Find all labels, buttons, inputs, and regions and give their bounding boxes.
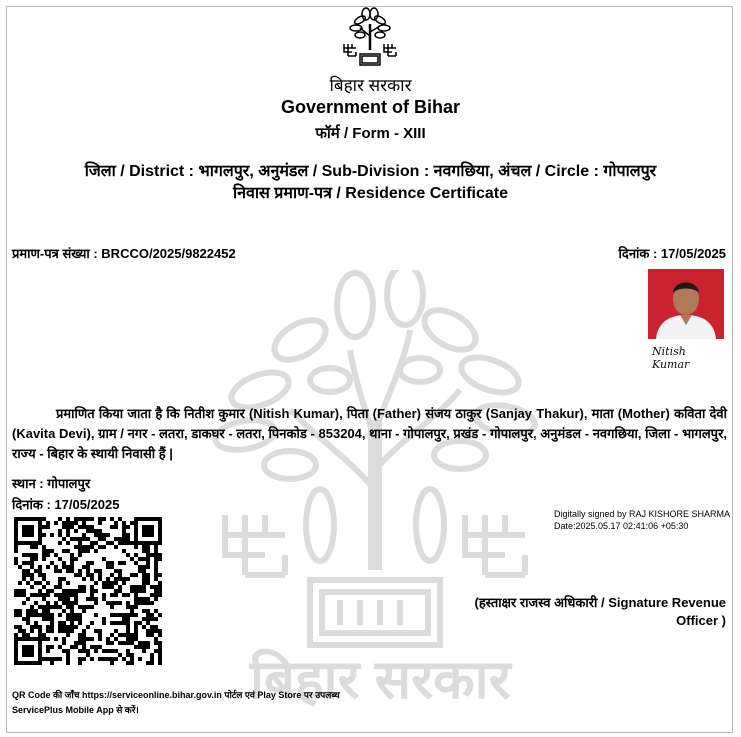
form-number: फॉर्म / Form - XIII [315, 125, 426, 142]
signed-date-line: दिनांक : 17/05/2025 [12, 497, 120, 512]
photo-signature: Nitish Kumar [652, 345, 690, 371]
watermark-text: बिहार सरकार [250, 650, 511, 710]
bihar-emblem-logo [338, 6, 402, 70]
certificate-title: निवास प्रमाण-पत्र / Residence Certificate [232, 185, 509, 202]
location-line: जिला / District : भागलपुर, अनुमंडल / Sub-Division : नवगछिया, अंचल / Circle : गोपालपुर [84, 163, 657, 180]
signature-label: (हस्ताक्षर राजस्व अधिकारी / Signature Revenue [474, 595, 726, 610]
qr-app-note: ServicePlus Mobile App से करें। [12, 705, 139, 715]
govt-english-title: Government of Bihar [280, 97, 461, 117]
digital-signature-signer: Digitally signed by RAJ KISHORE SHARMA [554, 509, 731, 519]
signature-label-officer: Officer ) [676, 613, 726, 628]
place-line: स्थान : गोपालपुर [12, 476, 91, 491]
qr-verification-note: QR Code की जाँच https://serviceonline.bihar.gov.in पोर्टल एवं Play Store पर उपलब्ध [12, 690, 340, 700]
issue-date: दिनांक : 17/05/2025 [618, 246, 726, 261]
govt-hindi-title: बिहार सरकार [329, 76, 412, 95]
certificate-number: प्रमाण-पत्र संख्या : BRCCO/2025/9822452 [12, 246, 236, 261]
certificate-body-text: प्रमाणित किया जाता है कि नितीश कुमार (Nitish Kumar), पिता (Father) संजय ठाकुर (Sanjay Thakur), माता (Mother) कविता देवी (Kavita Devi), ग्राम / नगर - लतरा, डाकघर - लतरा, पिनकोड - 853204, थाना - गोपालपुर, प्रखंड - गोपालपुर, अनुमंडल - नवगछिया, जिला - भागलपुर, राज्य - बिहार के स्थायी निवासी हैं | [12, 406, 727, 461]
digital-signature-date: Date:2025.05.17 02:41:06 +05:30 [554, 521, 689, 531]
verification-qr-code[interactable] [14, 517, 162, 665]
certificate-body [12, 404, 727, 464]
